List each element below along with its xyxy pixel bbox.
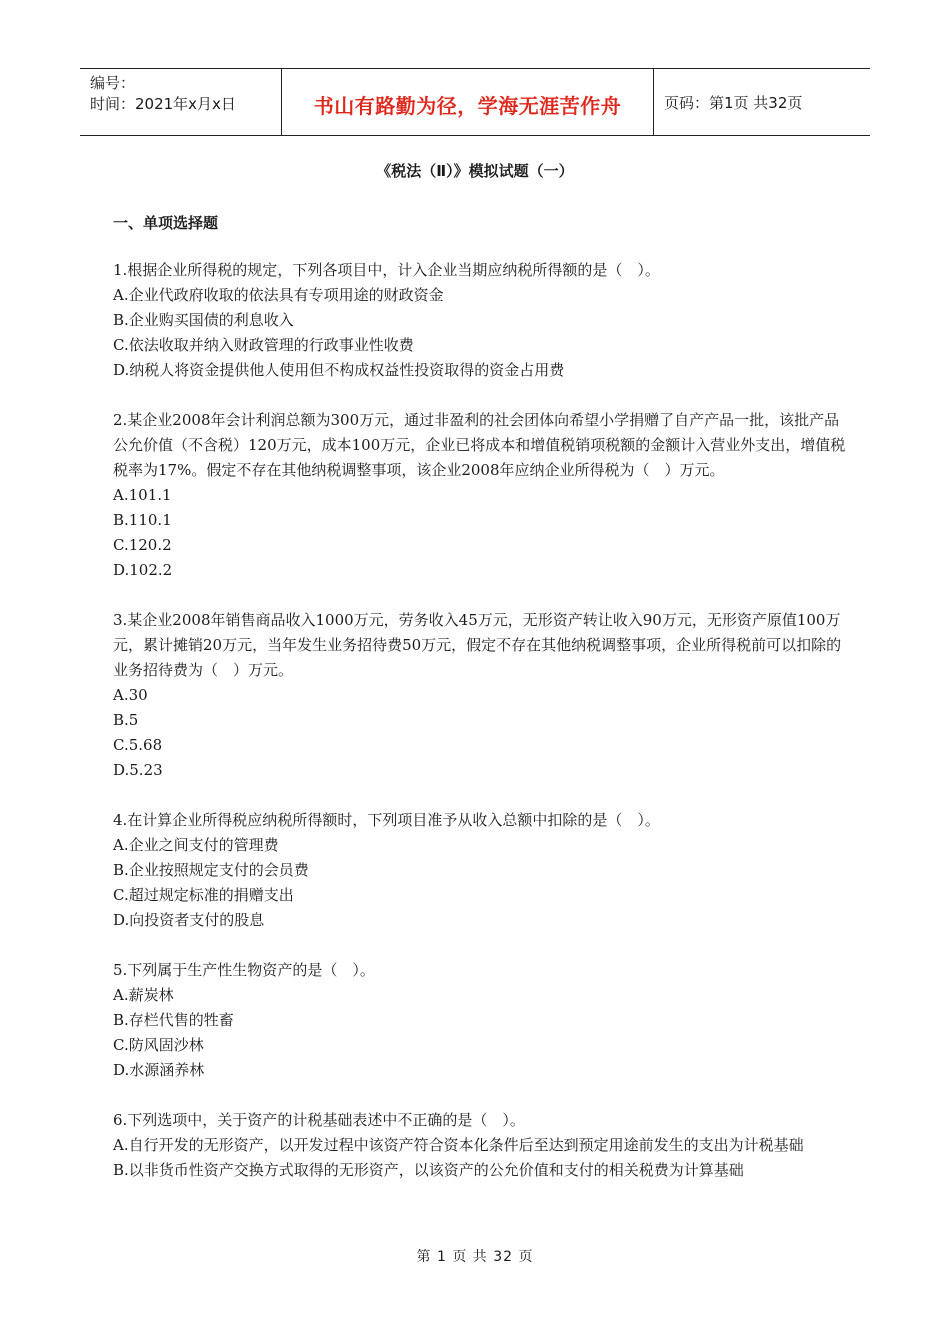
- page-info-text: 页码：第1页 共32页: [664, 93, 803, 112]
- question-4: [113, 808, 848, 933]
- option-a: A.企业代政府收取的依法具有专项用途的财政资金: [113, 286, 444, 304]
- question-5: [113, 958, 848, 1083]
- question-stem: 3.某企业2008年销售商品收入1000万元，劳务收入45万元，无形资产转让收入90万元，无形资产原值100万元，累计摊销20万元，当年发生业务招待费50万元，假定不存在其他纳税调整事项，企业所得税前可以扣除的业务招待费为（ ）万元。: [113, 611, 842, 679]
- option-d: D.纳税人将资金提供他人使用但不构成权益性投资取得的资金占用费: [113, 361, 565, 379]
- header-meta-cell: [80, 69, 282, 135]
- option-d: D.102.2: [113, 561, 173, 579]
- option-d: D.水源涵养林: [113, 1061, 205, 1079]
- question-stem: 2.某企业2008年会计利润总额为300万元，通过非盈利的社会团体向希望小学捐赠了自产产品一批，该批产品公允价值（不含税）120万元，成本100万元，企业已将成本和增值税销项税额的金额计入营业外支出，增值税税率为17%。假定不存在其他纳税调整事项，该企业2008年应纳企业所得税为（ ）万元。: [113, 411, 846, 479]
- option-c: C.超过规定标准的捐赠支出: [113, 886, 294, 904]
- question-stem: 5.下列属于生产性生物资产的是（ ）。: [113, 961, 375, 979]
- document-header: [80, 68, 870, 136]
- footer-suffix: 页: [518, 1249, 534, 1265]
- option-c: C.5.68: [113, 736, 163, 754]
- option-a: A.自行开发的无形资产，以开发过程中该资产符合资本化条件后至达到预定用途前发生的支出为计税基础: [113, 1136, 804, 1154]
- question-2: [113, 408, 848, 583]
- option-a: A.企业之间支付的管理费: [113, 836, 279, 854]
- section-heading: 一、单项选择题: [113, 214, 219, 232]
- page-footer: [0, 1246, 950, 1266]
- option-c: C.120.2: [113, 536, 172, 554]
- footer-middle: 页 共: [452, 1249, 488, 1265]
- page-info-cell: [654, 69, 870, 135]
- option-b: B.5: [113, 711, 139, 729]
- option-b: B.以非货币性资产交换方式取得的无形资产，以该资产的公允价值和支付的相关税费为计算基础: [113, 1161, 744, 1179]
- option-d: D.5.23: [113, 761, 163, 779]
- question-1: [113, 258, 848, 383]
- option-c: C.依法收取并纳入财政管理的行政事业性收费: [113, 336, 414, 354]
- question-list: [113, 258, 848, 1208]
- footer-prefix: 第: [416, 1249, 432, 1265]
- question-3: [113, 608, 848, 783]
- question-stem: 4.在计算企业所得税应纳税所得额时，下列项目准予从收入总额中扣除的是（ ）。: [113, 811, 660, 829]
- option-c: C.防风固沙林: [113, 1036, 204, 1054]
- footer-total-pages: 32: [493, 1249, 514, 1265]
- document-title: 《税法（Ⅱ）》模拟试题（一）: [376, 162, 574, 180]
- option-d: D.向投资者支付的股息: [113, 911, 265, 929]
- option-a: A.30: [113, 686, 148, 704]
- motto-text: 书山有路勤为径，学海无涯苦作舟: [313, 93, 622, 118]
- option-b: B.110.1: [113, 511, 172, 529]
- option-b: B.企业按照规定支付的会员费: [113, 861, 309, 879]
- option-b: B.存栏代售的牲畜: [113, 1011, 234, 1029]
- option-a: A.101.1: [113, 486, 172, 504]
- option-b: B.企业购买国债的利息收入: [113, 311, 294, 329]
- question-stem: 6.下列选项中，关于资产的计税基础表述中不正确的是（ ）。: [113, 1111, 525, 1129]
- question-6: [113, 1108, 848, 1183]
- serial-number-label: 编号：: [90, 74, 136, 92]
- footer-page-number: 1: [436, 1249, 447, 1265]
- motto-cell: [282, 69, 654, 135]
- question-stem: 1.根据企业所得税的规定，下列各项目中，计入企业当期应纳税所得额的是（ ）。: [113, 261, 660, 279]
- option-a: A.薪炭林: [113, 986, 174, 1004]
- date-label: 时间：2021年x月x日: [90, 95, 236, 113]
